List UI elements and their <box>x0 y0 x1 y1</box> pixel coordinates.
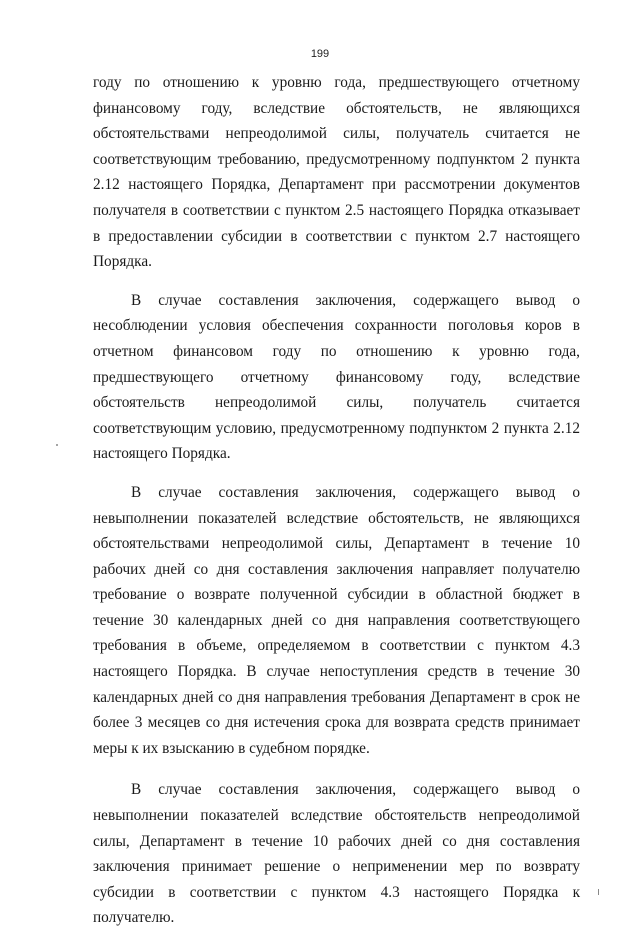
document-body <box>93 70 580 931</box>
scan-speck <box>598 889 599 895</box>
paragraph-force-majeure-compliance: В случае составления заключения, содержащего вывод о несоблюдении условия обеспечения сохранности поголовья коров в отчетном финансовом году по отношению к уровню года, предшествующего отчетному финансовому году, вследствие обстоятельств непреодолимой силы, получатель считается соответствующим условию, предусмотренному подпунктом 2 пункта 2.12 настоящего Порядка. <box>93 291 580 463</box>
paragraph-subsidy-return: В случае составления заключения, содержащего вывод о невыполнении показателей вследствие обстоятельств, не являющихся обстоятельствами непреодолимой силы, Департамент в течение 10 рабочих дней со дня составления заключения направляет получателю требование о возврате полученной субсидии в областной бюджет в течение 30 календарных дней со дня направления соответствующего требования в объеме, определяемом в соответствии с пунктом 4.3 настоящего Порядка. В случае непоступления средств в течение 30 календарных дней со дня направления требования Департамент в срок не более 3 месяцев со дня истечения срока для возврата средств принимает меры к их взысканию в судебном порядке. <box>93 483 580 757</box>
paragraph-continuation: году по отношению к уровню года, предшествующего отчетному финансовому году, вследствие обстоятельств, не являющихся обстоятельствами непреодолимой силы, получатель считается не соответствующим требованию, предусмотренному подпунктом 2 пункта 2.12 настоящего Порядка, Департамент при рассмотрении документов получателя в соответствии с пунктом 2.5 настоящего Порядка отказывает в предоставлении субсидии в соответствии с пунктом 2.7 настоящего Порядка. <box>93 74 580 271</box>
paragraph-no-return-measures: В случае составления заключения, содержащего вывод о невыполнении показателей вследствие обстоятельств непреодолимой силы, Департамент в течение 10 рабочих дней со дня составления заключения принимает решение о неприменении мер по возврату субсидии в соответствии с пунктом 4.3 настоящего Порядка к получателю. <box>93 781 580 927</box>
page-number: 199 <box>310 48 330 60</box>
scan-speck <box>56 444 58 446</box>
